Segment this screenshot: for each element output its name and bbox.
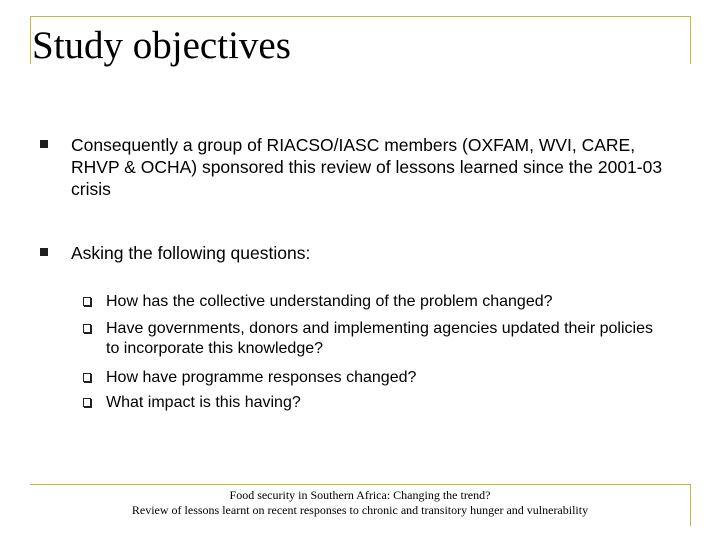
square-bullet-icon — [40, 248, 48, 256]
bullet-text-questions-intro: Asking the following questions: — [71, 243, 311, 263]
footer-divider — [30, 484, 690, 485]
slide-footer — [40, 488, 680, 518]
footer-frame-right-line — [690, 484, 691, 526]
title-frame-top-line — [30, 16, 690, 17]
footer-line-1: Food security in Southern Africa: Changing the trend? — [229, 488, 491, 502]
bullet-text-sponsors: Consequently a group of RIACSO/IASC members (OXFAM, WVI, CARE, RHVP & OCHA) sponsored this review of lessons learned since the 2001-03 crisis — [71, 135, 663, 199]
question-item: What impact is this having? — [106, 394, 301, 411]
checkbox-bullet-icon — [83, 373, 91, 382]
question-item: How have programme responses changed? — [106, 369, 417, 386]
footer-line-2: Review of lessons learnt on recent responses to chronic and transitory hunger and vulnerability — [131, 503, 589, 517]
checkbox-bullet-icon — [83, 398, 91, 407]
square-bullet-icon — [40, 140, 48, 148]
title-frame-right-line — [690, 16, 691, 64]
checkbox-bullet-icon — [83, 297, 91, 306]
question-item: How has the collective understanding of the problem changed? — [106, 293, 553, 310]
question-item: Have governments, donors and implementing agencies updated their policies to incorporate this knowledge? — [106, 320, 653, 357]
checkbox-bullet-icon — [83, 324, 91, 333]
title-frame-left-line — [30, 16, 31, 64]
slide-title: Study objectives — [32, 24, 291, 67]
